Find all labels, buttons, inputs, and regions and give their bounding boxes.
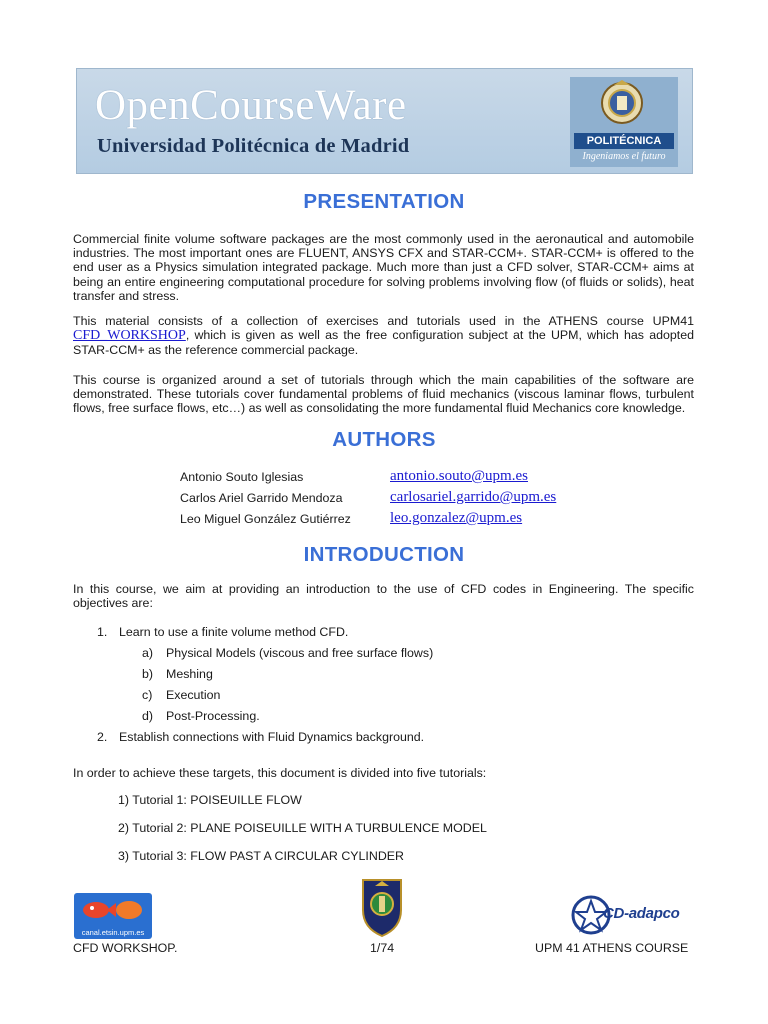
author-name: Antonio Souto Iglesias <box>180 470 304 484</box>
author-email-link[interactable]: carlosariel.garrido@upm.es <box>390 489 557 505</box>
list-marker: d) <box>142 709 154 723</box>
cd-adapco-logo <box>569 889 695 941</box>
list-item-text: Learn to use a finite volume method CFD. <box>119 625 349 639</box>
presentation-paragraph-1: Commercial finite volume software packages are the most commonly used in the aeronautical and automobile industries. The most important ones are FLUENT, ANSYS CFX and STAR-CCM+. STAR-CCM+ is offered to the end user as a Physics simulation integrated package. Much more than just a CFD solver, STAR-CCM+ aims at being an entire engineering computational procedure for solving problems involving flow (of fluids or solids), heat transfer and stress. <box>73 232 694 303</box>
author-email-link[interactable]: antonio.souto@upm.es <box>390 468 528 484</box>
tutorial-item: 2) Tutorial 2: PLANE POISEUILLE WITH A TURBULENCE MODEL <box>118 821 487 835</box>
footer-left: CFD WORKSHOP. <box>73 941 178 955</box>
sub-item <box>142 667 213 681</box>
paragraph-2-text-b: , which is given as well as the free configuration subject at the UPM, which has adopted STAR-CCM+ as the reference commercial package. <box>73 328 694 358</box>
footer-right: UPM 41 ATHENS COURSE <box>535 941 689 955</box>
cfd-workshop-link[interactable]: CFD_WORKSHOP <box>73 328 186 344</box>
page-number: 1/74 <box>370 941 395 955</box>
banner-subtitle: Universidad Politécnica de Madrid <box>97 135 410 157</box>
canal-caption: canal.etsin.upm.es <box>81 928 145 937</box>
authors-heading: AUTHORS <box>332 428 436 451</box>
list-marker: 1. <box>97 625 108 639</box>
presentation-paragraph-2 <box>73 314 694 358</box>
ocw-banner <box>76 68 693 174</box>
list-item-text: Establish connections with Fluid Dynamics background. <box>119 730 425 744</box>
upm-badge: POLITÉCNICA <box>574 133 674 149</box>
tutorial-item: 1) Tutorial 1: POISEUILLE FLOW <box>118 793 302 807</box>
introduction-paragraph-2: In order to achieve these targets, this document is divided into five tutorials: <box>73 766 487 780</box>
author-name: Leo Miguel González Gutiérrez <box>180 512 351 526</box>
list-marker: a) <box>142 646 154 660</box>
canal-etsin-logo <box>74 893 152 939</box>
tutorial-item: 3) Tutorial 3: FLOW PAST A CIRCULAR CYLINDER <box>118 849 404 863</box>
upm-logo <box>570 77 678 167</box>
list-marker: b) <box>142 667 154 681</box>
introduction-paragraph-1: In this course, we aim at providing an introduction to the use of CFD codes in Engineering. The specific objectives are: <box>73 582 694 611</box>
list-item-text: Physical Models (viscous and free surface flows) <box>166 646 434 660</box>
objective-item-2 <box>97 730 424 744</box>
list-item-text: Post-Processing. <box>166 709 260 723</box>
sub-item <box>142 646 433 660</box>
objective-item-1 <box>97 625 348 639</box>
author-email-link[interactable]: leo.gonzalez@upm.es <box>390 510 523 526</box>
presentation-paragraph-3: This course is organized around a set of tutorials through which the main capabilities of the software are demonstrated. These tutorials cover fundamental problems of fluid mechanics (viscous laminar flows, turbulent flows, free surface flows, etc…) as well as consolidating the more fundamental fluid Mechanics core knowledge. <box>73 373 694 416</box>
paragraph-2-text-a: This material consists of a collection of exercises and tutorials used in the ATHENS course UPM41 <box>73 314 694 328</box>
upm-motto: Ingeniamos el futuro <box>582 151 666 162</box>
banner-title: OpenCourseWare <box>95 82 407 129</box>
introduction-heading: INTRODUCTION <box>303 543 465 566</box>
cd-adapco-text: CD-adapco <box>603 905 680 922</box>
list-marker: c) <box>142 688 153 702</box>
naval-school-crest-icon <box>357 876 407 938</box>
sub-item <box>142 688 220 702</box>
presentation-heading: PRESENTATION <box>303 190 465 213</box>
list-marker: 2. <box>97 730 108 744</box>
list-item-text: Meshing <box>166 667 213 681</box>
sub-item <box>142 709 260 723</box>
list-item-text: Execution <box>166 688 221 702</box>
upm-crest-icon <box>600 79 644 131</box>
author-name: Carlos Ariel Garrido Mendoza <box>180 491 343 505</box>
